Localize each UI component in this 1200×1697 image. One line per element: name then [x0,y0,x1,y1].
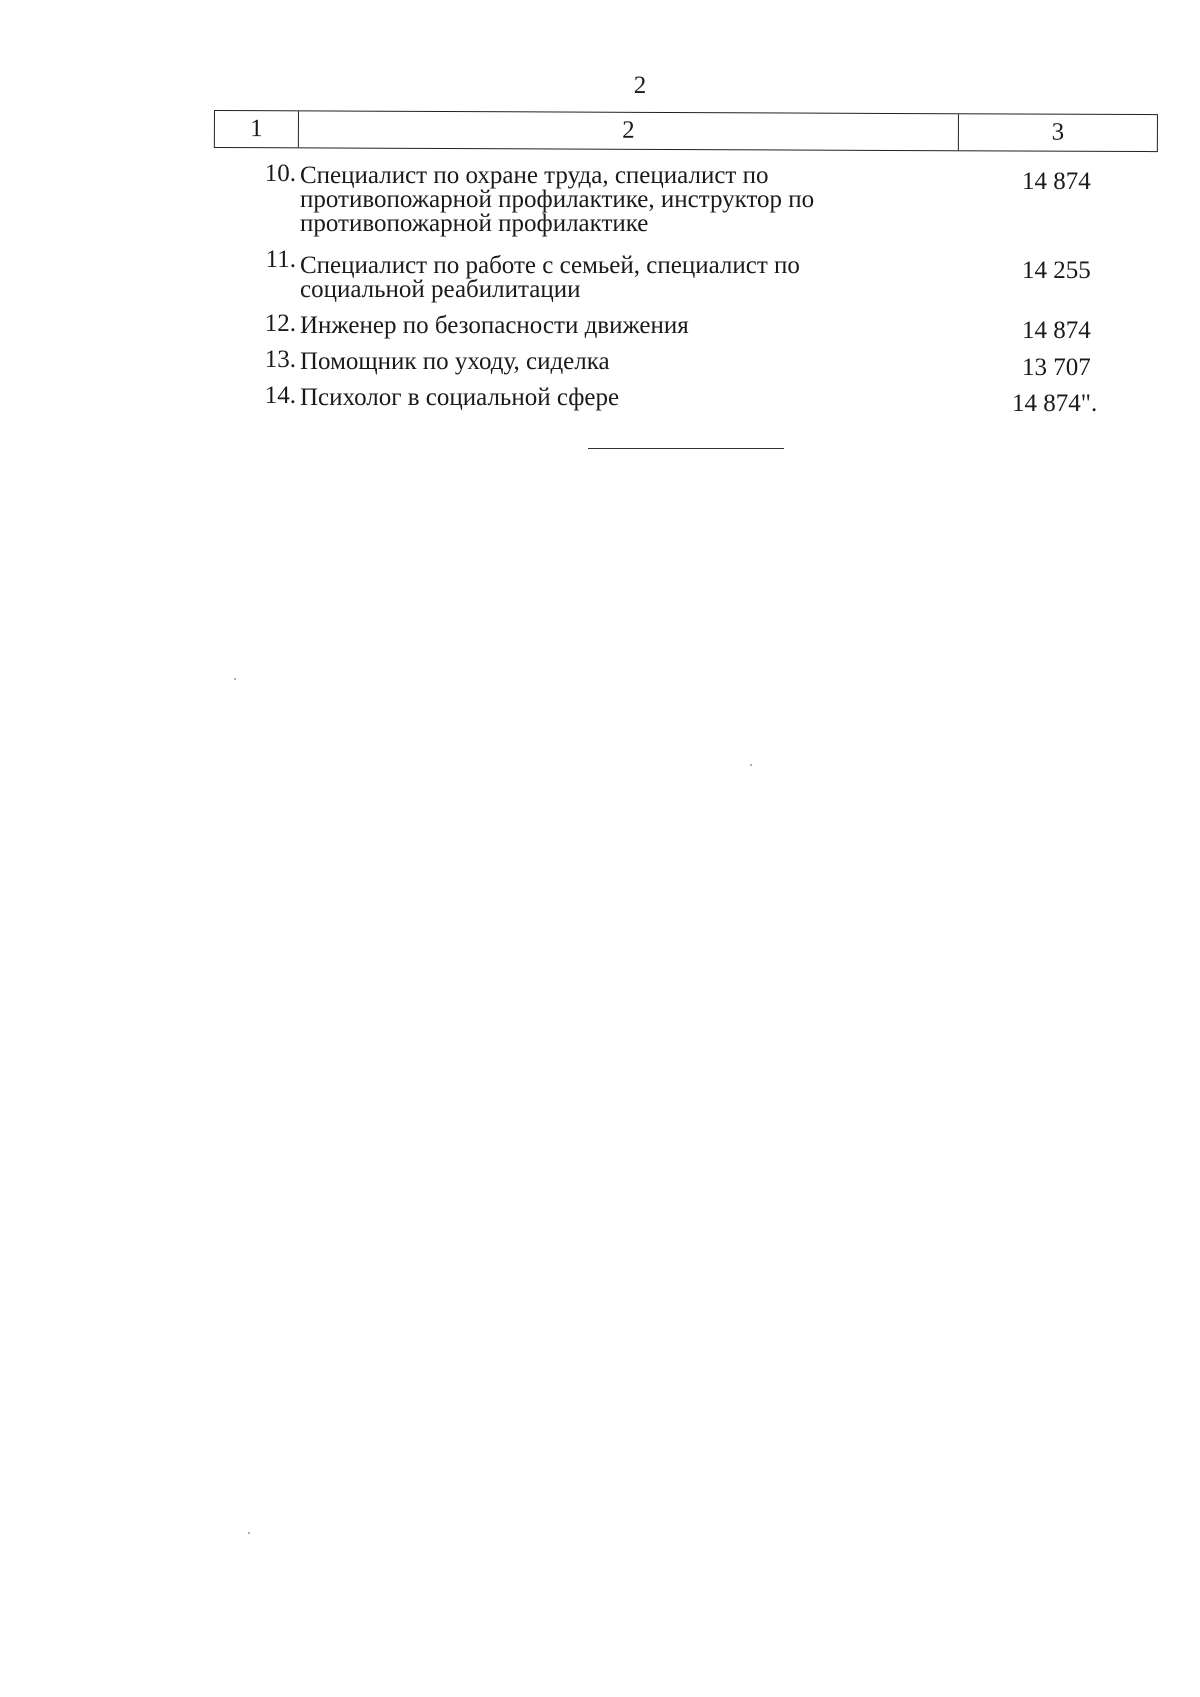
row-text-line: противопожарной профилактике, инструктор по [300,186,815,213]
row-number: 12. [264,310,296,337]
table-header [214,110,1158,152]
row-text-line: Психолог в социальной сфере [300,384,620,411]
row-value: 14 255 [1022,257,1091,284]
row-text [300,350,940,374]
row-number: 14. [264,382,296,409]
row-text [300,314,940,338]
table-header-col-2: 2 [299,111,959,150]
scan-speck [234,678,236,680]
row-value: 14 874 [1022,168,1091,195]
row-text-line: Специалист по работе с семьей, специалист по [300,252,800,279]
row-text-line: противопожарной профилактике [300,210,649,237]
row-text [300,254,940,302]
row-value: 14 874 [1022,317,1091,344]
row-text [300,386,940,410]
table-header-col-1: 1 [215,111,299,147]
row-value: 14 874". [1012,390,1098,417]
row-text-line: Помощник по уходу, сиделка [300,348,610,375]
table-header-col-3: 3 [1051,118,1065,146]
row-number: 11. [265,246,296,273]
row-number: 13. [264,346,296,373]
row-text-line: Специалист по охране труда, специалист по [300,162,769,189]
row-number: 10. [264,160,296,187]
row-text-line: социальной реабилитации [300,276,581,303]
scan-speck [750,764,752,766]
closing-rule [588,448,784,449]
scan-speck [248,1532,250,1534]
row-text [300,164,940,236]
row-text-line: Инженер по безопасности движения [300,312,689,339]
row-value: 13 707 [1022,354,1091,381]
page-number: 2 [633,72,647,99]
